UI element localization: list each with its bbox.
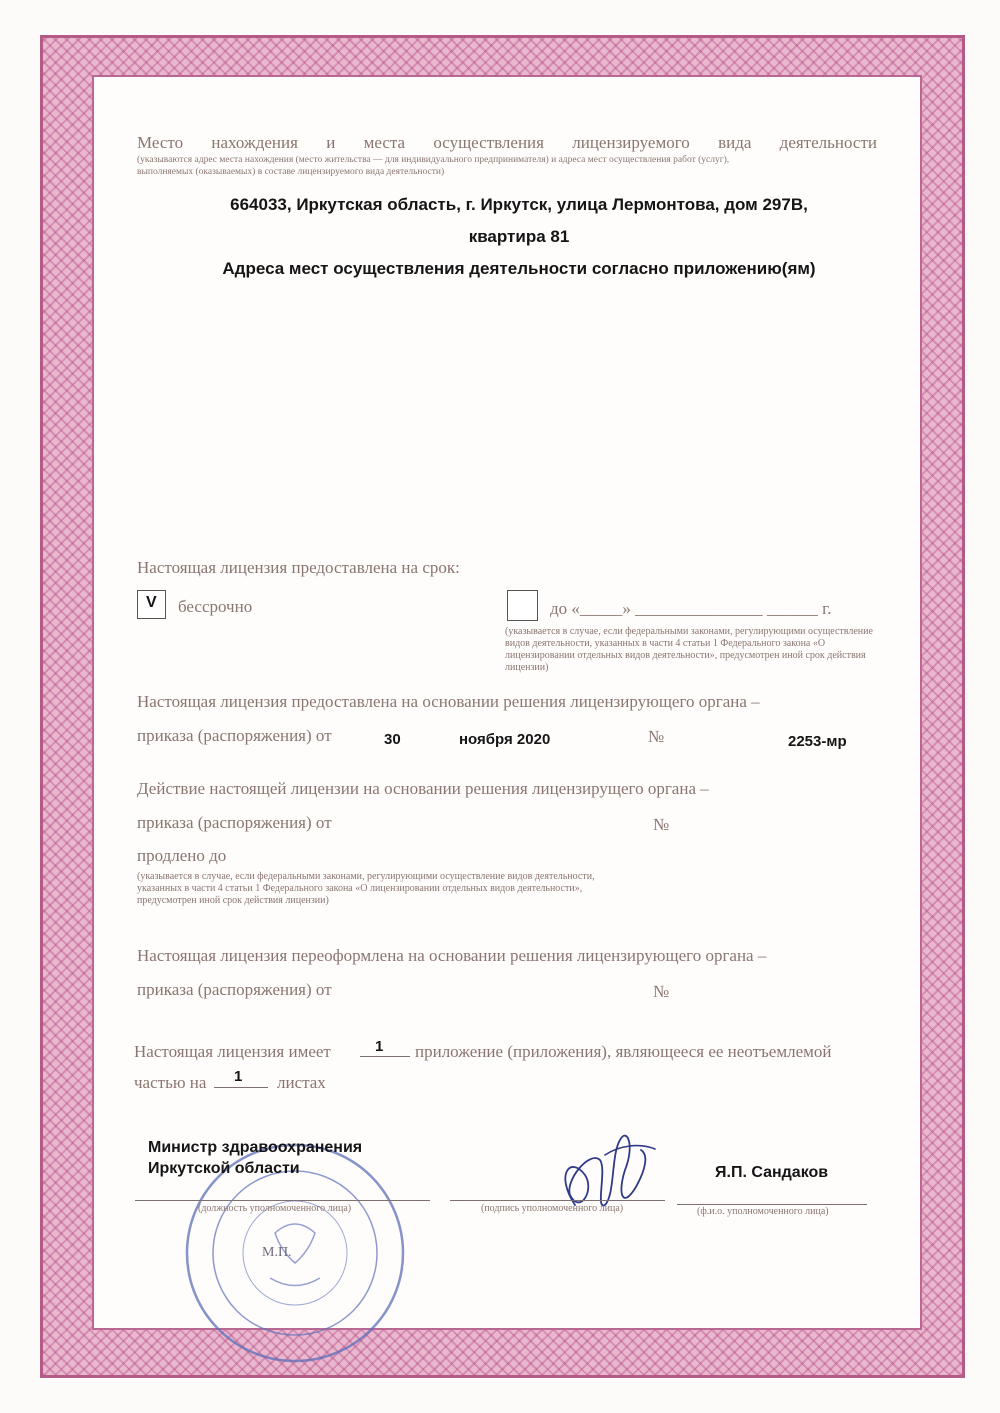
reissue-number-sign: № [653, 982, 670, 1001]
basis-month-year: ноября 2020 [459, 731, 551, 748]
signature-caption: (подпись уполномоченного лица) [481, 1203, 624, 1214]
position-caption: (должность уполномоченного лица) [198, 1203, 352, 1214]
signature-line [450, 1200, 665, 1201]
name-caption: (ф.и.о. уполномоченного лица) [697, 1206, 829, 1217]
address-line-2: квартира 81 [468, 227, 570, 246]
extension-line-1: Действие настоящей лицензии на основании решения лицензирущего органа – [137, 779, 709, 798]
until-checkbox [507, 590, 538, 621]
address-line-1: 664033, Иркутская область, г. Иркутск, улица Лермонтова, дом 297В, [230, 195, 808, 214]
indefinite-check-mark: V [146, 594, 157, 611]
address-line-3: Адреса мест осуществления деятельности согласно приложению(ям) [222, 259, 816, 278]
indefinite-label: бессрочно [178, 597, 253, 616]
extension-note: (указывается в случае, если федеральными законами, регулирующими осуществление видов деятельности, указанных в части 4 статьи 1 Федерального закона «О лицензировании отдельных видов деятельности», предусмотрен иной срок действия лицензии) [137, 871, 595, 906]
appendix-text-3: частью на [134, 1073, 207, 1092]
term-label: Настоящая лицензия предоставлена на срок: [137, 558, 460, 577]
basis-number: 2253-мр [788, 733, 847, 750]
appendix-count: 1 [375, 1038, 384, 1055]
appendix-text-1: Настоящая лицензия имеет [134, 1042, 331, 1061]
extension-until-label: продлено до [137, 846, 227, 865]
basis-line-2: приказа (распоряжения) от [137, 726, 332, 745]
stamp-mp-label: М.П. [262, 1245, 292, 1260]
appendix-text-4: листах [277, 1073, 326, 1092]
basis-number-sign: № [648, 727, 665, 746]
appendix-text-2: приложение (приложения), являющееся ее неотъемлемой [415, 1042, 832, 1061]
extension-line-2: приказа (распоряжения) от [137, 813, 332, 832]
appendix-sheets: 1 [234, 1068, 243, 1085]
signatory-name: Я.П. Сандаков [715, 1164, 829, 1181]
signatory-position-2: Иркутской области [148, 1160, 300, 1177]
location-title: Место нахождения и места осуществления лицензируемого вида деятельности [137, 133, 877, 152]
basis-line-1: Настоящая лицензия предоставлена на основании решения лицензирующего органа – [137, 692, 760, 711]
position-line [135, 1200, 430, 1201]
basis-day: 30 [384, 731, 401, 748]
location-note-2: выполняемых (оказываемых) в составе лицензируемого вида деятельности) [137, 167, 445, 177]
appendix-count-underline [360, 1056, 410, 1057]
name-line [677, 1204, 867, 1205]
signatory-position-1: Министр здравоохранения [148, 1139, 363, 1156]
reissue-line-2: приказа (распоряжения) от [137, 980, 332, 999]
appendix-sheets-underline [214, 1087, 268, 1088]
term-note: (указывается в случае, если федеральными законами, регулирующими осуществление видов деятельности, указанных в части 4 статьи 1 Федерального закона «О лицензировании отдельных видов деятельности», предусмотрен иной срок действия лицензии) [505, 626, 873, 673]
location-note-1: (указываются адрес места нахождения (место жительства — для индивидуального предпринимателя) и адреса мест осуществления работ (услуг), [137, 155, 730, 165]
until-label: до «_____» _______________ ______ г. [550, 599, 832, 618]
reissue-line-1: Настоящая лицензия переоформлена на основании решения лицензирующего органа – [137, 946, 767, 965]
extension-number-sign: № [653, 815, 670, 834]
